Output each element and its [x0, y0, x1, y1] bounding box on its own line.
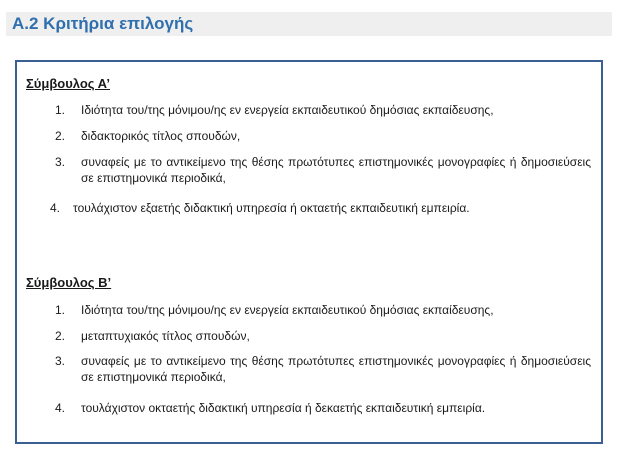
list-item-number: 4. [50, 201, 61, 215]
list-item-text: Ιδιότητα του/της μόνιμου/ης εν ενεργεία εκπαιδευτικού δημόσιας εκπαίδευσης, [81, 303, 494, 317]
advisor-b-title: Σύμβουλος Β’ [26, 275, 112, 290]
section-title: A.2 Κριτήρια επιλογής [12, 14, 194, 33]
list-item-text: συναφείς με το αντικείμενο της θέσης πρωτότυπες επιστημονικές μονογραφίες ή δημοσιεύσεις σε επιστημονικά περιοδικά, [81, 354, 591, 384]
section-header [6, 12, 612, 36]
list-item-number: 2. [55, 129, 66, 143]
list-item-text: συναφείς με το αντικείμενο της θέσης πρωτότυπες επιστημονικές μονογραφίες ή δημοσιεύσεις σε επιστημονικά περιοδικά, [81, 155, 591, 185]
list-item-number: 4. [55, 401, 66, 415]
list-item-number: 3. [55, 354, 66, 368]
list-item-text: διδακτορικός τίτλος σπουδών, [81, 129, 241, 143]
list-item-number: 1. [55, 103, 66, 117]
list-item-number: 1. [55, 303, 66, 317]
list-item-text: τουλάχιστον οκταετής διδακτική υπηρεσία ή δεκαετής εκπαιδευτική εμπειρία. [81, 401, 486, 415]
list-item-text: Ιδιότητα του/της μόνιμου/ης εν ενεργεία εκπαιδευτικού δημόσιας εκπαίδευσης, [81, 103, 494, 117]
list-item-number: 2. [55, 329, 66, 343]
criteria-box [15, 60, 603, 444]
list-item-number: 3. [55, 155, 66, 169]
list-item-text: μεταπτυχιακός τίτλος σπουδών, [81, 329, 250, 343]
advisor-a-title: Σύμβουλος Α’ [26, 76, 110, 91]
list-item-text: τουλάχιστον εξαετής διδακτική υπηρεσία ή οκταετής εκπαιδευτική εμπειρία. [73, 201, 470, 215]
